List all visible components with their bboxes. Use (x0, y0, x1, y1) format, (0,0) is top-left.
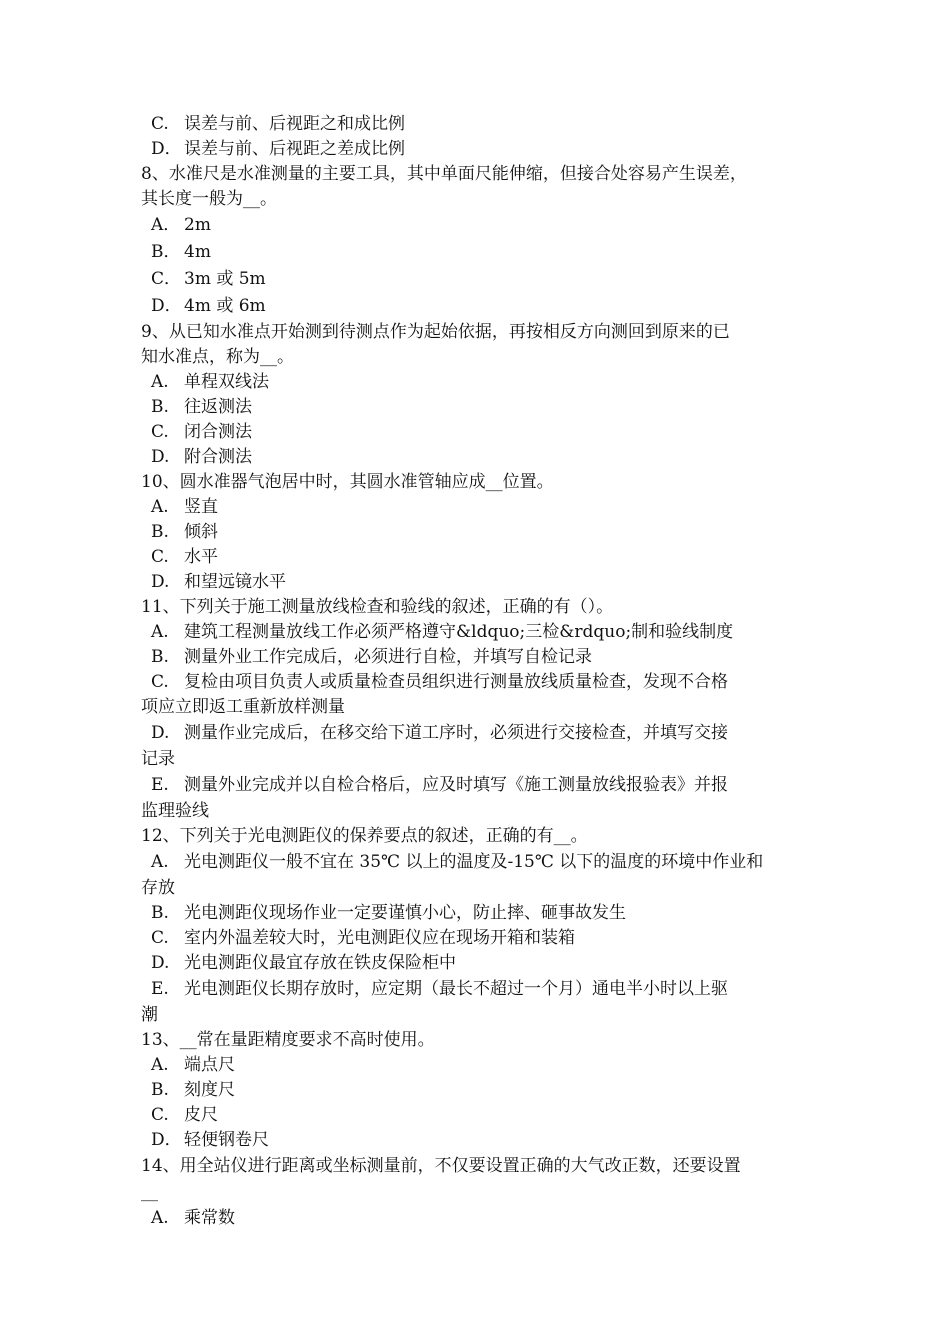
option-letter: A. (151, 497, 169, 517)
option-line (141, 212, 813, 239)
option-line (141, 976, 813, 1003)
option-text: 误差与前、后视距之差成比例 (184, 139, 405, 159)
question-line (141, 876, 813, 901)
option-line (141, 570, 813, 595)
option-text: 测量外业工作完成后，必须进行自检，并填写自检记录 (184, 647, 592, 667)
option-text: 光电测距仪最宜存放在铁皮保险柜中 (184, 953, 456, 973)
option-line (141, 545, 813, 570)
option-line (141, 645, 813, 670)
option-letter: B. (151, 647, 169, 667)
option-line (141, 720, 813, 747)
question-line (141, 595, 813, 620)
option-letter: D. (151, 447, 170, 467)
option-letter: E. (151, 979, 169, 999)
question-line (141, 162, 813, 187)
option-line (141, 445, 813, 470)
question-text: 11、下列关于施工测量放线检查和验线的叙述，正确的有（）。 (141, 597, 614, 617)
option-text: 3m 或 5m (184, 269, 266, 289)
option-line (141, 112, 813, 137)
option-letter: C. (151, 114, 169, 134)
option-letter: D． (151, 296, 182, 316)
question-text: 知水准点，称为__。 (141, 347, 294, 367)
option-text: 复检由项目负责人或质量检查员组织进行测量放线质量检查，发现不合格 (184, 672, 728, 692)
option-letter: E. (151, 775, 169, 795)
option-letter: A． (151, 215, 181, 235)
option-line (141, 772, 813, 799)
question-text: 14、用全站仪进行距离或坐标测量前，不仅要设置正确的大气改正数，还要设置 (141, 1156, 741, 1176)
option-line (141, 520, 813, 545)
option-letter: A. (151, 852, 169, 872)
option-text: 光电测距仪现场作业一定要谨慎小心，防止摔、砸事故发生 (184, 903, 626, 923)
option-line (141, 620, 813, 645)
question-text: 9、从已知水准点开始测到待测点作为起始依据，再按相反方向测回到原来的已 (141, 322, 730, 342)
option-text: 光电测距仪长期存放时，应定期（最长不超过一个月）通电半小时以上驱 (184, 979, 728, 999)
option-text: 光电测距仪一般不宜在 35℃ 以上的温度及-15℃ 以下的温度的环境中作业和 (184, 852, 764, 872)
option-line (141, 1078, 813, 1103)
option-line (141, 266, 813, 293)
option-letter: A. (151, 1208, 169, 1228)
question-line (141, 345, 813, 370)
option-letter: B. (151, 903, 169, 923)
option-letter: D. (151, 572, 170, 592)
option-line (141, 1053, 813, 1078)
option-text: 2m (184, 215, 211, 235)
option-text: 4m 或 6m (184, 296, 266, 316)
question-line (141, 824, 813, 849)
option-letter: D. (151, 723, 170, 743)
question-line (141, 1003, 813, 1028)
option-text: 往返测法 (184, 397, 252, 417)
question-line (141, 187, 813, 212)
option-text: 水平 (184, 547, 218, 567)
option-letter: C. (151, 1105, 169, 1125)
question-line (141, 695, 813, 720)
question-text: 存放 (141, 878, 175, 898)
document-body (141, 112, 813, 1232)
option-text: 4m (184, 242, 211, 262)
option-text: 端点尺 (184, 1055, 235, 1075)
option-text: 皮尺 (184, 1105, 218, 1125)
option-text: 建筑工程测量放线工作必须严格遵守&ldquo;三检&rdquo;制和验线制度 (184, 622, 734, 642)
question-line (141, 1028, 813, 1053)
option-letter: C. (151, 672, 169, 692)
option-letter: C. (151, 422, 169, 442)
option-line (141, 293, 813, 320)
option-line (141, 951, 813, 976)
option-letter: B. (151, 397, 169, 417)
question-text: 记录 (141, 749, 175, 769)
option-text: 室内外温差较大时，光电测距仪应在现场开箱和装箱 (184, 928, 575, 948)
option-text: 和望远镜水平 (184, 572, 286, 592)
option-text: 倾斜 (184, 522, 218, 542)
question-text: 监理验线 (141, 801, 209, 821)
option-letter: B. (151, 522, 169, 542)
question-text: 项应立即返工重新放样测量 (141, 697, 345, 717)
question-line (141, 470, 813, 495)
option-line (141, 926, 813, 951)
option-text: 闭合测法 (184, 422, 252, 442)
option-text: 刻度尺 (184, 1080, 235, 1100)
option-text: 单程双线法 (184, 372, 269, 392)
question-line (141, 799, 813, 824)
option-letter: B． (151, 242, 181, 262)
option-text: 附合测法 (184, 447, 252, 467)
option-line (141, 1103, 813, 1128)
question-text: __ (141, 1182, 158, 1202)
option-text: 测量作业完成后，在移交给下道工序时，必须进行交接检查，并填写交接 (184, 723, 728, 743)
option-line (141, 1128, 813, 1153)
option-letter: A. (151, 372, 169, 392)
option-letter: C. (151, 928, 169, 948)
question-text: 潮 (141, 1005, 158, 1025)
option-text: 竖直 (184, 497, 218, 517)
option-line (141, 670, 813, 695)
question-text: 8、水准尺是水准测量的主要工具，其中单面尺能伸缩，但接合处容易产生误差， (141, 164, 747, 184)
option-line (141, 137, 813, 162)
question-text: 10、圆水准器气泡居中时，其圆水准管轴应成__位置。 (141, 472, 554, 492)
option-letter: A. (151, 622, 169, 642)
option-letter: D. (151, 953, 170, 973)
question-text: 其长度一般为__。 (141, 189, 277, 209)
option-letter: D． (151, 139, 182, 159)
option-line (141, 395, 813, 420)
option-letter: D． (151, 1130, 182, 1150)
option-letter: C． (151, 269, 182, 289)
question-line (141, 1153, 813, 1180)
question-line (141, 747, 813, 772)
option-text: 轻便钢卷尺 (184, 1130, 269, 1150)
option-text: 误差与前、后视距之和成比例 (184, 114, 405, 134)
question-line (141, 1180, 813, 1205)
option-text: 测量外业完成并以自检合格后，应及时填写《施工测量放线报验表》并报 (184, 775, 728, 795)
option-letter: B. (151, 1080, 169, 1100)
option-line (141, 901, 813, 926)
option-line (141, 849, 813, 876)
option-letter: C. (151, 547, 169, 567)
option-line (141, 420, 813, 445)
option-text: 乘常数 (184, 1208, 235, 1228)
option-line (141, 239, 813, 266)
question-line (141, 320, 813, 345)
option-letter: A. (151, 1055, 169, 1075)
question-text: 13、__常在量距精度要求不高时使用。 (141, 1030, 435, 1050)
option-line (141, 1205, 813, 1232)
option-line (141, 370, 813, 395)
option-line (141, 495, 813, 520)
question-text: 12、下列关于光电测距仪的保养要点的叙述，正确的有__。 (141, 826, 588, 846)
